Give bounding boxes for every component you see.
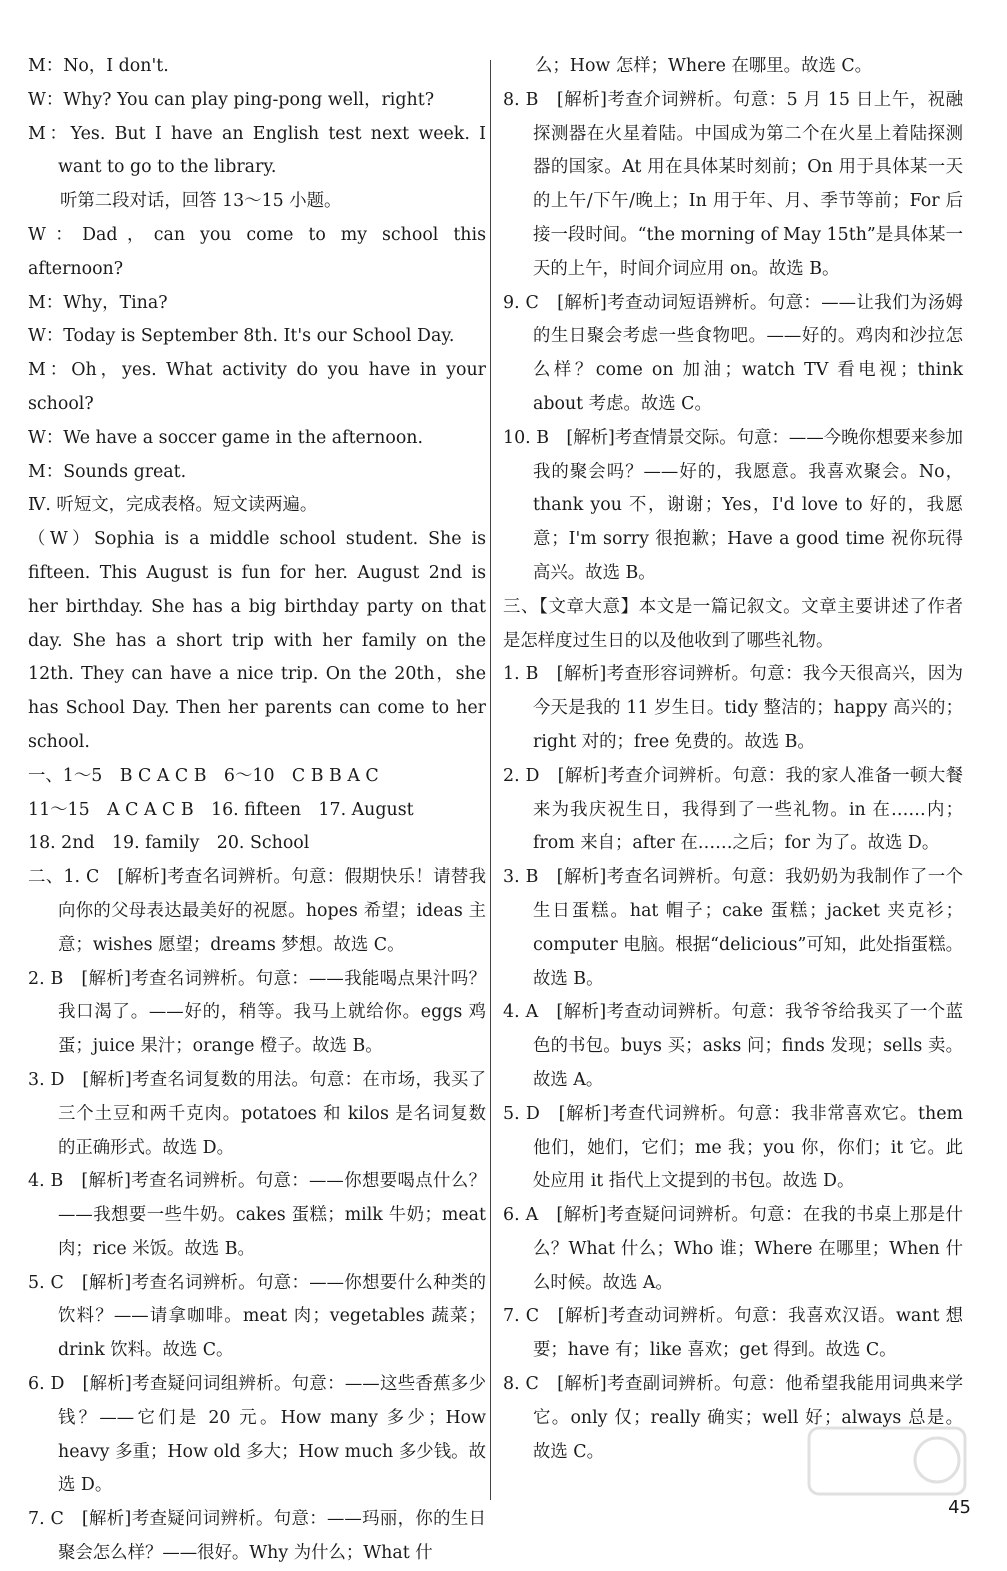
- answer-paragraph: 10. B [解析]考查情景交际。句意：——今晚你想要来参加我的聚会吗？——好的，我愿意。我喜欢聚会。No，thank you 不，谢谢；Yes，I'd love to 好的，我愿意；I'm sorry 很抱歉；Have a good time 祝你玩得高兴。故选 B。: [503, 427, 963, 583]
- answer-paragraph: W：Dad，can you come to my school this afternoon?: [28, 224, 486, 279]
- answer-paragraph: 8. C [解析]考查副词辨析。句意：他希望我能用词典来学它。only 仅；really 确实；well 好；always 总是。故选 C。: [503, 1374, 963, 1462]
- answer-paragraph: 5. D [解析]考查代词辨析。句意：我非常喜欢它。them 他们，她们，它们；me 我；you 你，你们；it 它。此处应用 it 指代上文提到的书包。故选 D。: [503, 1103, 963, 1192]
- answer-paragraph: 18. 2nd 19. family 20. School: [28, 833, 310, 854]
- column-divider: [490, 60, 491, 1500]
- answer-paragraph: 7. C [解析]考查疑问词辨析。句意：——玛丽，你的生日聚会怎么样？——很好。Why 为什么；What 什: [28, 1509, 486, 1564]
- answer-paragraph: 8. B [解析]考查介词辨析。句意：5 月 15 日上午，祝融探测器在火星着陆。中国成为第二个在火星上着陆探测器的国家。At 用在具体某时刻前；On 用于具体某一天的上午/下午/晚上；In 用于年、月、季节等前；For 后接一段时间。“the morning of May 15th”是具体某一天的上午，时间介词应用 on。故选 B。: [503, 89, 963, 279]
- answer-paragraph: 1. B [解析]考查形容词辨析。句意：我今天很高兴，因为今天是我的 11 岁生日。tidy 整洁的；happy 高兴的；right 对的；free 免费的。故选 B。: [503, 664, 963, 752]
- answer-paragraph: 4. B [解析]考查名词辨析。句意：——你想要喝点什么？——我想要一些牛奶。cakes 蛋糕；milk 牛奶；meat 肉；rice 米饭。故选 B。: [28, 1171, 486, 1259]
- answer-paragraph: M：Sounds great.: [28, 461, 187, 482]
- answer-paragraph: 三、【文章大意】本文是一篇记叙文。文章主要讲述了作者是怎样度过生日的以及他收到了哪些礼物。: [503, 596, 963, 651]
- answer-paragraph: 7. C [解析]考查动词辨析。句意：我喜欢汉语。want 想要；have 有；like 喜欢；get 得到。故选 C。: [503, 1306, 963, 1361]
- answer-paragraph: 2. D [解析]考查介词辨析。句意：我的家人准备一顿大餐来为我庆祝生日，我得到了一些礼物。in 在……内；from 来自；after 在……之后；for 为了。故选 D。: [503, 765, 963, 854]
- answer-paragraph: Ⅳ. 听短文，完成表格。短文读两遍。: [28, 495, 318, 516]
- watermark-logo: [807, 1426, 967, 1496]
- answer-paragraph: 听第二段对话，回答 13～15 小题。: [60, 191, 342, 212]
- answer-paragraph: 5. C [解析]考查名词辨析。句意：——你想要什么种类的饮料？——请拿咖啡。meat 肉；vegetables 蔬菜；drink 饮料。故选 C。: [28, 1272, 486, 1361]
- answer-paragraph: 一、1～5 B C A C B 6～10 C B B A C: [28, 765, 379, 786]
- answer-paragraph: M：No，I don't.: [28, 56, 169, 76]
- answer-paragraph: W：Today is September 8th. It's our School Day.: [28, 326, 455, 347]
- right-column: [503, 50, 963, 1469]
- answer-paragraph: 6. A [解析]考查疑问词辨析。句意：在我的书桌上那是什么？What 什么；Who 谁；Where 在哪里；When 什么时候。故选 A。: [503, 1205, 963, 1293]
- answer-paragraph: 3. D [解析]考查名词复数的用法。句意：在市场，我买了三个土豆和两千克肉。potatoes 和 kilos 是名词复数的正确形式。故选 D。: [28, 1069, 486, 1158]
- left-column: [28, 50, 486, 1571]
- answer-paragraph: M：Why，Tina?: [28, 292, 168, 313]
- answer-paragraph: 4. A [解析]考查动词辨析。句意：我爷爷给我买了一个蓝色的书包。buys 买；asks 问；finds 发现；sells 卖。故选 A。: [503, 1002, 963, 1090]
- answer-paragraph: W：We have a soccer game in the afternoon.: [28, 427, 424, 448]
- answer-paragraph: 么；How 怎样；Where 在哪里。故选 C。: [535, 56, 873, 76]
- answer-paragraph: 2. B [解析]考查名词辨析。句意：——我能喝点果汁吗？我口渴了。——好的，稍等。我马上就给你。eggs 鸡蛋；juice 果汁；orange 橙子。故选 B。: [28, 968, 486, 1057]
- answer-paragraph: 11～15 A C A C B 16. fifteen 17. August: [28, 799, 414, 820]
- page-number: 45: [948, 1497, 971, 1518]
- answer-paragraph: W：Why? You can play ping-pong well，right?: [28, 89, 435, 110]
- answer-paragraph: 二、1. C [解析]考查名词辨析。句意：假期快乐！请替我向你的父母表达最美好的祝愿。hopes 希望；ideas 主意；wishes 愿望；dreams 梦想。故选 C。: [28, 867, 486, 955]
- answer-paragraph: M：Yes. But I have an English test next week. I want to go to the library.: [28, 123, 486, 178]
- answer-paragraph: 6. D [解析]考查疑问词组辨析。句意：——这些香蕉多少钱？——它们是 20 元。How many 多少；How heavy 多重；How old 多大；How much 多少钱。故选 D。: [28, 1374, 486, 1496]
- answer-paragraph: M：Oh，yes. What activity do you have in your school?: [28, 360, 486, 414]
- answer-paragraph: 3. B [解析]考查名词辨析。句意：我奶奶为我制作了一个生日蛋糕。hat 帽子；cake 蛋糕；jacket 夹克衫；computer 电脑。根据“delicious”可知，此处指蛋糕。故选 B。: [503, 867, 963, 989]
- answer-paragraph: （W）Sophia is a middle school student. She is fifteen. This August is fun for her. August 2nd is her birthday. She has a big birthday party on that day. She has a short trip with her family on the 12th. They can have a nice trip. On the 20th，she has School Day. Then her parents can come to her school.: [28, 529, 486, 752]
- answer-paragraph: 9. C [解析]考查动词短语辨析。句意：——让我们为汤姆的生日聚会考虑一些食物吧。——好的。鸡肉和沙拉怎么样？come on 加油；watch TV 看电视；think about 考虑。故选 C。: [503, 292, 963, 414]
